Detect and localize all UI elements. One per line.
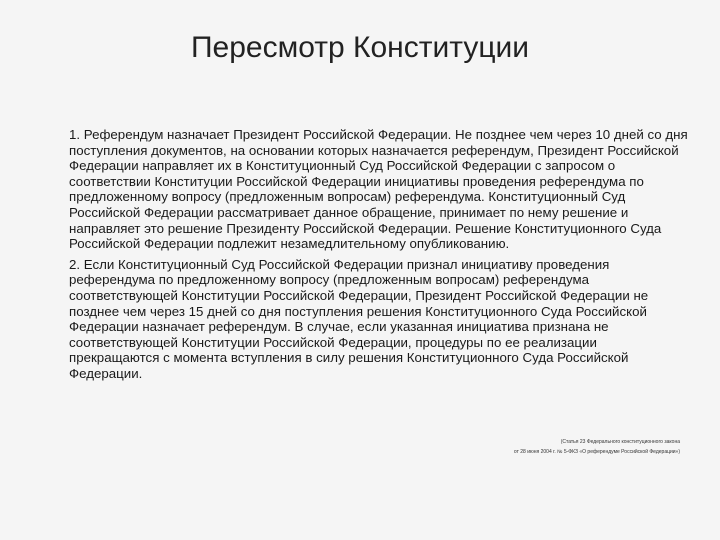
paragraph-2: 2. Если Конституционный Суд Российской Федерации признал инициативу проведения референдума по предложенному вопросу (предложенным вопросам) референдума соответствующей Конституции Российской Федерации, Президент Российской Федерации не позднее чем через 15 дней со дня поступления решения Конституционного Суда Российской Федерации назначает референдум. В случае, если указанная инициатива признана не соответствующей Конституции Российской Федерации, процедуры по ее реализации прекращаются с момента вступления в силу решения Конституционного Суда Российской Федерации. — [69, 256, 649, 381]
source-line-2: от 28 июня 2004 г. № 5-ФКЗ «О референдуме Российской Федерации») — [513, 449, 680, 455]
source-citation — [360, 437, 680, 457]
source-line-1: (Статья 23 Федерального конституционного закона — [560, 439, 680, 445]
paragraph-1: 1. Референдум назначает Президент Российской Федерации. Не позднее чем через 10 дней со дня поступления документов, на основании которых назначается референдум, Президент Российской Федерации направляет их в Конституционный Суд Российской Федерации с запросом о соответствии Конституции Российской Федерации инициативы проведения референдума по предложенному вопросу (предложенным вопросам) референдума. Конституционный Суд Российской Федерации рассматривает данное обращение, принимает по нему решение и направляет это решение Президенту Российской Федерации. Решение Конституционного Суда Российской Федерации подлежит незамедлительному опубликованию. — [69, 127, 688, 252]
slide-title: Пересмотр Конституции — [190, 31, 530, 64]
slide-body — [69, 127, 689, 387]
